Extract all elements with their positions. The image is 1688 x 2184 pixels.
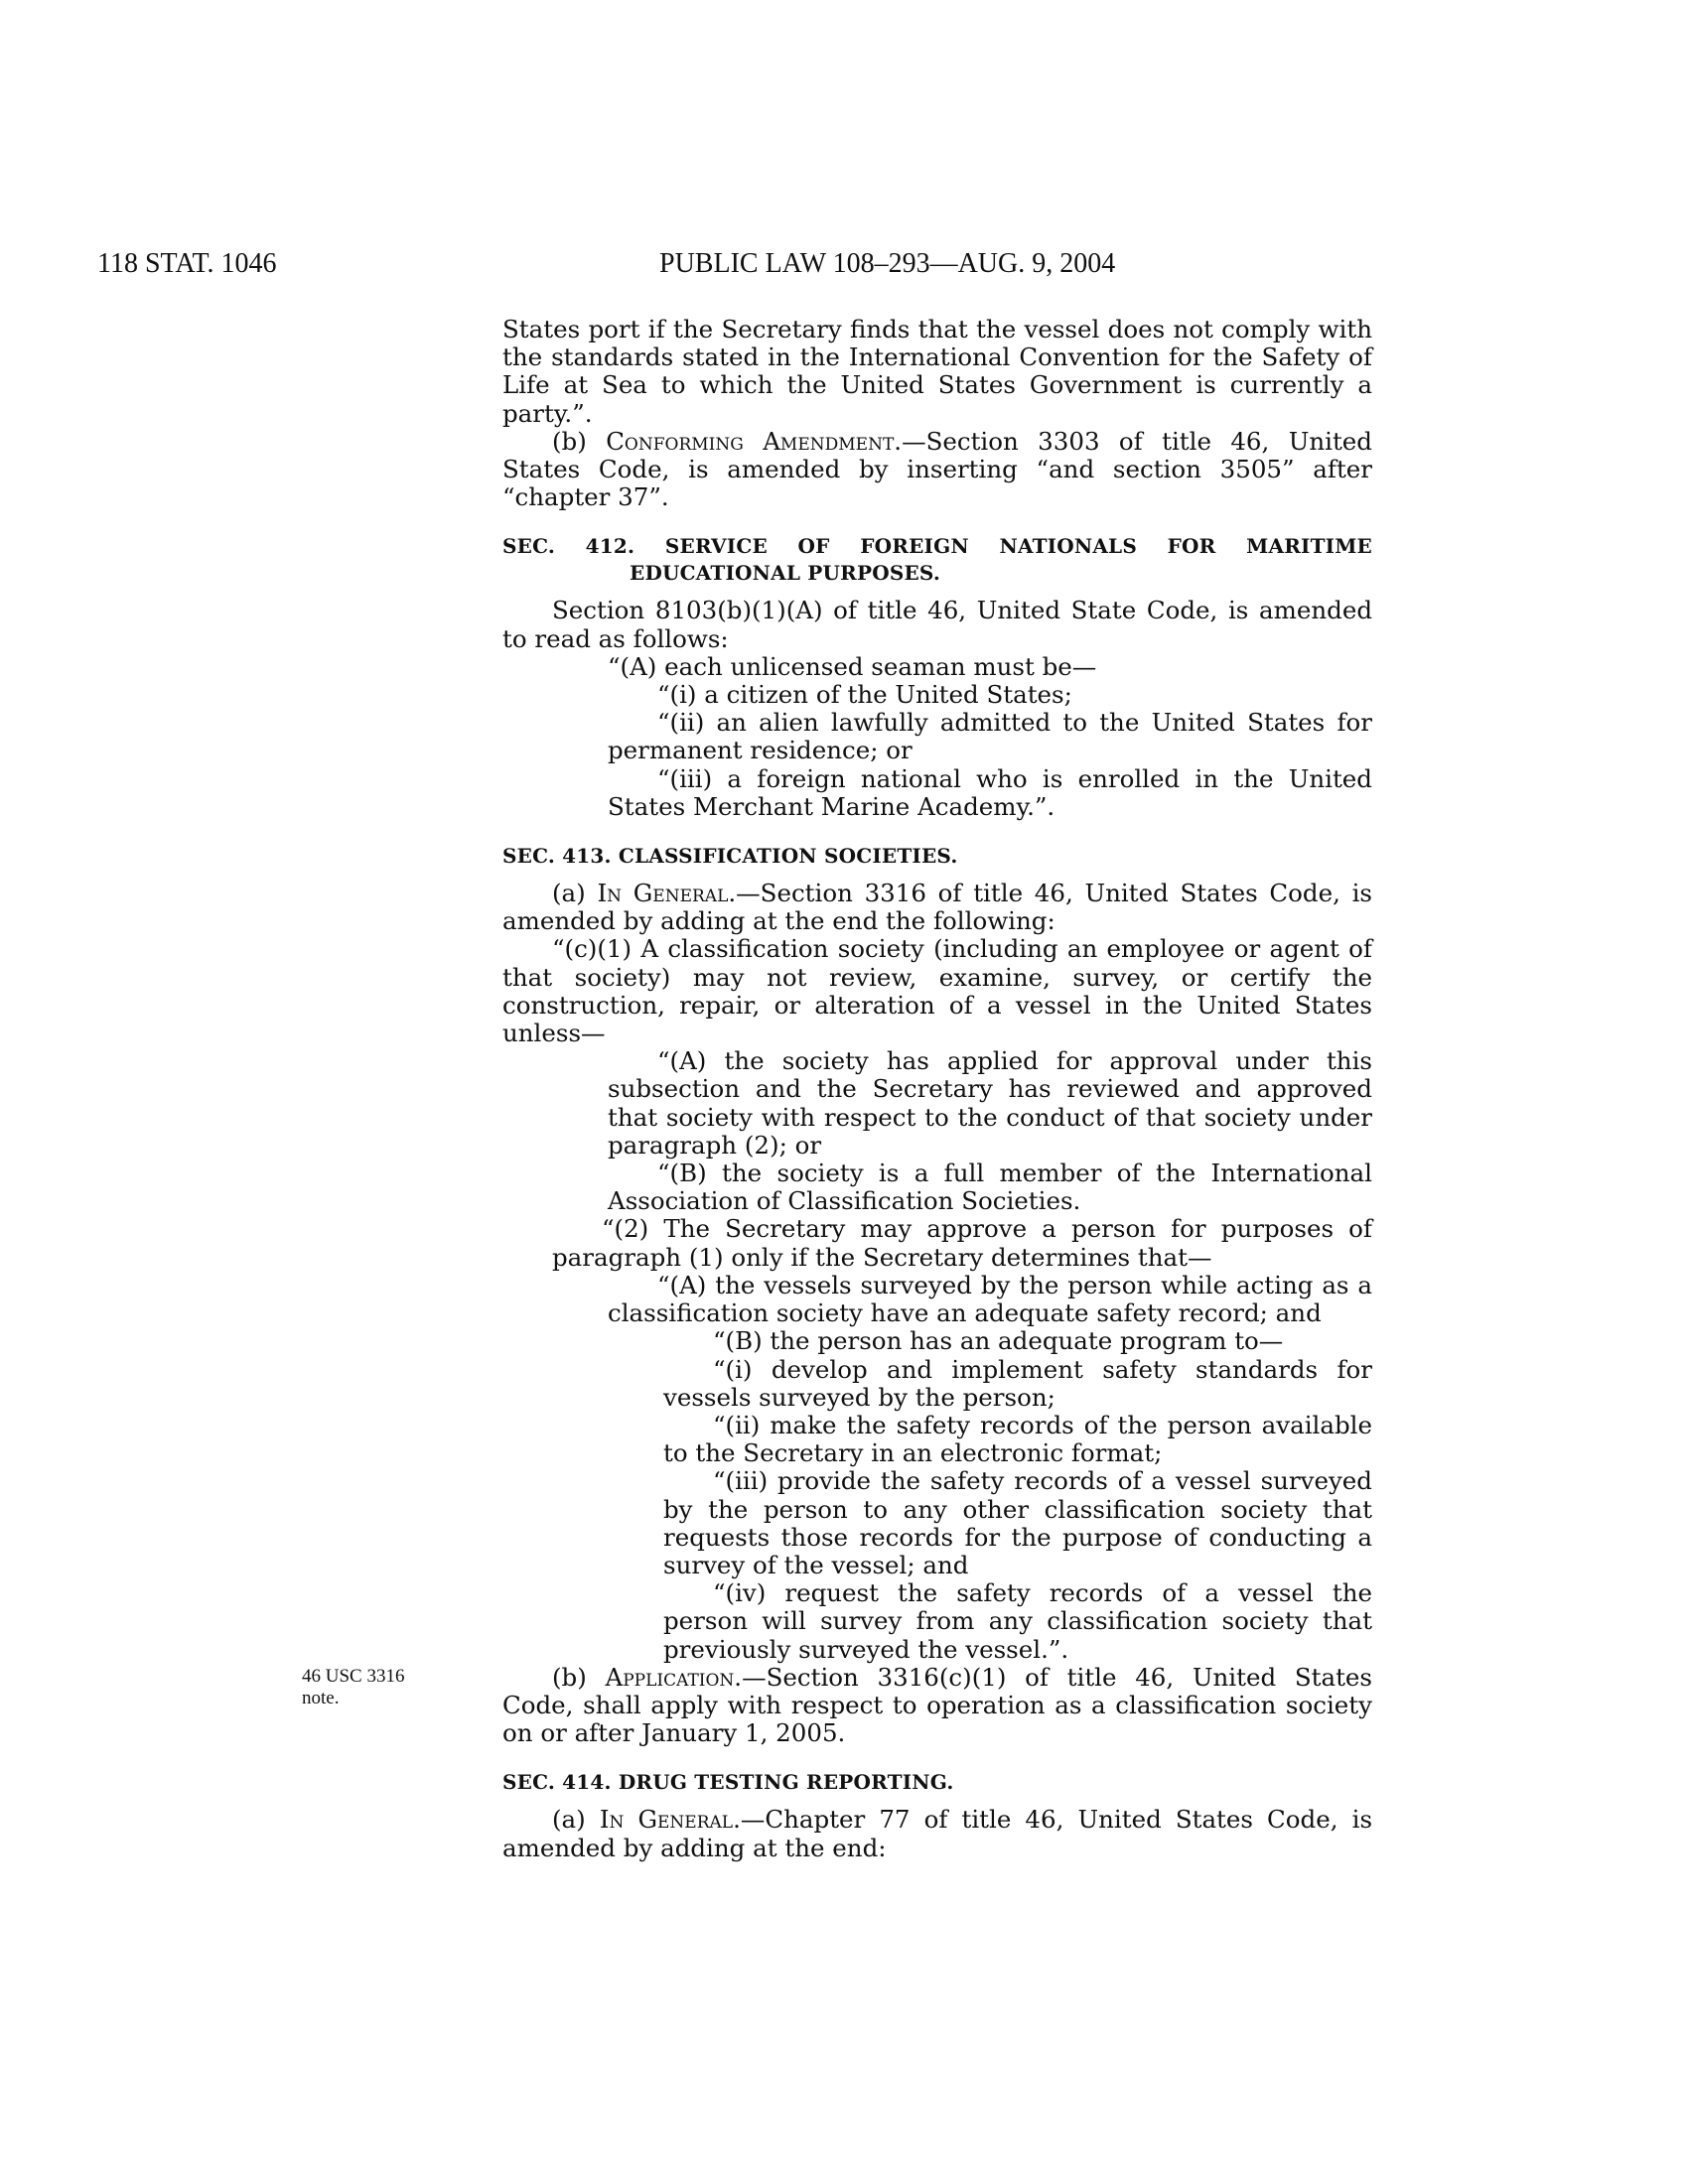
section-414-heading: SEC. 414. DRUG TESTING REPORTING. — [502, 1770, 954, 1795]
margin-note — [302, 1666, 441, 1709]
clause-ii: “(ii) an alien lawfully admitted to the United States for permanent residence; or — [608, 708, 1372, 765]
paragraph-c1-A: “(A) the society has applied for approval under this subsection and the Secretary has reviewed and approved that society with respect to the conduct of that society under paragraph (2); or — [608, 1046, 1372, 1160]
subsection-heading: In General. — [597, 879, 737, 908]
section-412-heading: SEC. 412. SERVICE OF FOREIGN NATIONALS FOR MARITIME EDUCATIONAL PURPOSES. — [502, 534, 1372, 586]
section-413-subsection-a — [502, 880, 1372, 935]
paragraph-c2-A: “(A) the vessels surveyed by the person while acting as a classification society have an adequate safety record; and — [608, 1270, 1372, 1328]
subsection-heading: Application. — [605, 1662, 743, 1692]
document-body — [502, 316, 1372, 1862]
clause-a-text: “(A) each unlicensed seaman must be— — [608, 651, 1097, 681]
subsection-text: —Section 3316 of title 46, United States Code, is amended by adding at the end the following: — [502, 879, 1372, 936]
paragraph-c2-B-iv: “(iv) request the safety records of a vessel the person will survey from any classification society that previously surveyed the vessel.”. — [663, 1578, 1372, 1664]
subsection-heading: Conforming Amendment. — [606, 426, 903, 456]
margin-note-citation: 46 USC 3316 — [302, 1665, 405, 1687]
margin-note-label: note. — [302, 1687, 340, 1708]
subsection-label: (b) — [552, 426, 607, 456]
paragraph-c2-B: “(B) the person has an adequate program to— — [713, 1326, 1284, 1356]
paragraph-c2-B-iii: “(iii) provide the safety records of a vessel surveyed by the person to any other classification society that requests those records for the purpose of conducting a survey of the vessel; and — [663, 1466, 1372, 1579]
subsection-label: (a) — [552, 1805, 600, 1835]
paragraph-c1: “(c)(1) A classification society (including an employee or agent of that society) may not review, examine, survey, or certify the construction, repair, or alteration of a vessel in the United States unless— — [502, 934, 1372, 1048]
paragraph-c2: “(2) The Secretary may approve a person for purposes of paragraph (1) only if the Secretary determines that— — [552, 1214, 1372, 1272]
clause-i: “(i) a citizen of the United States; — [657, 680, 1072, 710]
section-414-subsection-a — [502, 1806, 1372, 1861]
subsection-text: —Section 3316(c)(1) of title 46, United States Code, shall apply with respect to operation as a classification society on or after January 1, 2005. — [502, 1662, 1373, 1748]
paragraph-c2-B-ii: “(ii) make the safety records of the person available to the Secretary in an electronic format; — [663, 1410, 1372, 1468]
paragraph-c1-B: “(B) the society is a full member of the International Association of Classification Societies. — [608, 1159, 1372, 1216]
conforming-amendment-paragraph — [502, 428, 1372, 512]
subsection-label: (b) — [552, 1662, 606, 1692]
clause-a — [502, 653, 1372, 681]
running-title: PUBLIC LAW 108–293—AUG. 9, 2004 — [659, 248, 1116, 279]
continued-paragraph: States port if the Secretary finds that the vessel does not comply with the standards stated in the International Convention for the Safety of Life at Sea to which the United States Government is currently a party.”. — [502, 315, 1372, 428]
subsection-text: —Chapter 77 of title 46, United States Code, is amended by adding at the end: — [502, 1805, 1373, 1862]
subsection-text: —Section 3303 of title 46, United States Code, is amended by inserting “and section 3505” after “chapter 37”. — [502, 426, 1372, 512]
paragraph-c2-B-i: “(i) develop and implement safety standards for vessels surveyed by the person; — [663, 1354, 1372, 1412]
section-412-intro: Section 8103(b)(1)(A) of title 46, United State Code, is amended to read as follows: — [502, 596, 1372, 653]
subsection-label: (a) — [552, 879, 598, 908]
page-header — [0, 248, 1688, 292]
subsection-heading: In General. — [599, 1805, 741, 1835]
statute-reference: 118 STAT. 1046 — [97, 248, 277, 279]
clause-iii: “(iii) a foreign national who is enrolled in the United States Merchant Marine Academy.”. — [608, 763, 1372, 821]
section-413-heading: SEC. 413. CLASSIFICATION SOCIETIES. — [502, 844, 958, 869]
section-413-subsection-b — [502, 1664, 1372, 1748]
